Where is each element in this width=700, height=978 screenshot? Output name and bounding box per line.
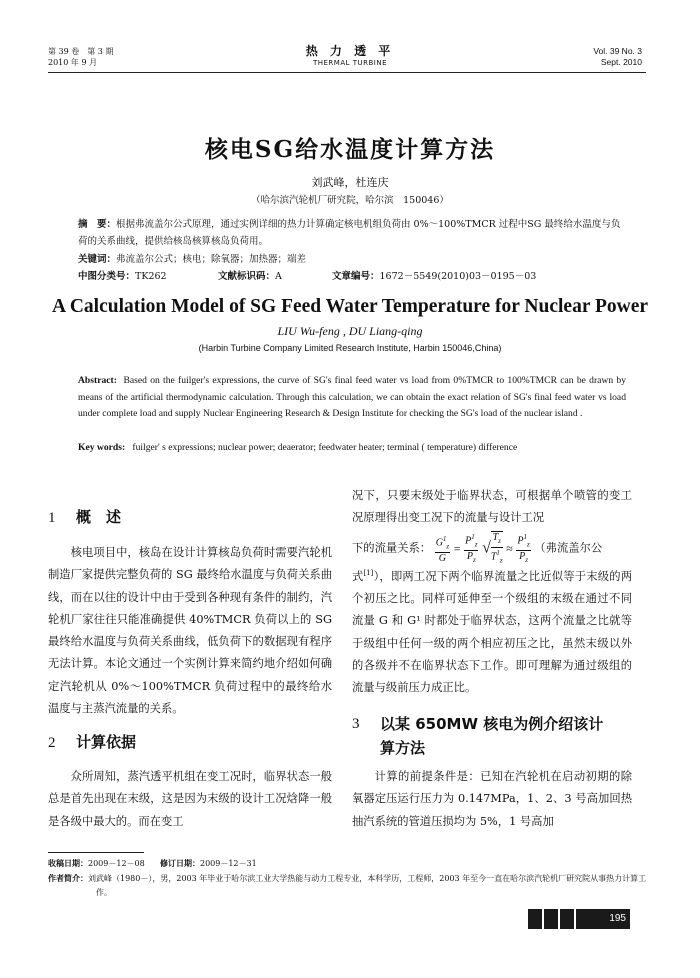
section-1-heading [48, 506, 332, 527]
section-2-conclusion: 式[1]），即两工况下两个临界流量之比近似等于末级的两个初压之比。同样可延伸至一个级组的末级在通过不同流量 G 和 G¹ 时都处于临界状态，这两个流量之比就等于级组中任何一级的两个相应初压之比，虽然末级以外的各级并不在临界状态下工作。即可理解为通过级组的流量与级前压力成正比。 [352, 569, 632, 695]
keywords-en-label: Key words: [78, 442, 126, 453]
page-title-en: A Calculation Model of SG Feed Water Temperature for Nuclear Power [51, 296, 649, 317]
volume-issue-en: Vol. 39 No. 3 [593, 46, 642, 56]
journal-title-en: THERMAL TURBINE [312, 59, 388, 67]
footnote-rule [48, 852, 144, 853]
sqrt-icon: √ [482, 539, 491, 557]
abstract-en-text: Based on the fuilger's expressions, the curve of SG's final feed water vs load from 0%TMCR to 100%TMCR can be drawn by means of the artificial thermodynamic calculation. Through this calculation, we can obtain the exact relation of SG's final feed water vs load under complete load and supply Nuclear Engineering Research & Design Institute for checking the SG's load of the nuclear island . [78, 375, 627, 419]
section-2-number: 2 [48, 735, 56, 751]
page-bar-decoration [528, 909, 542, 929]
fraction-g-ratio: $\frac{G^1_z}{G}$ [435, 534, 450, 564]
section-3-title: 以某 650MW 核电为例介绍该计 算方法 [380, 715, 604, 757]
abstract-en-label: Abstract: [78, 375, 117, 386]
keywords-cn-text: 弗流盖尔公式；核电；除氧器；加热器；端差 [116, 254, 307, 265]
equation-prefix: 下的流量关系： [352, 541, 432, 555]
footnote-dates: 收稿日期：2009－12－08 修订日期：2009－12－31 [48, 858, 257, 868]
author-bio: 作者简介：刘武峰（1980－），男，2003 年毕业于哈尔滨工业大学热能与动力工程专业，本科学历，工程师，2003 年至今一直在哈尔滨汽轮机厂研究院从事热力计算工作。 [48, 873, 647, 897]
page-bar-decoration [544, 909, 558, 929]
section-1-number: 1 [48, 510, 56, 526]
section-2-title: 计算依据 [76, 733, 137, 751]
section-2-heading [48, 731, 332, 752]
section-3-paragraph: 计算的前提条件是：已知在汽轮机在启动初期的除氧器定压运行压力为 0.147MPa，1、2、3 号高加回热抽汽系统的管道压损均为 5%，1 号高加 [352, 770, 632, 828]
reference-marker: [1] [363, 569, 374, 577]
received-date: 2009－12－08 [88, 859, 145, 868]
page-number-block [528, 909, 648, 929]
section-2-paragraph: 众所周知，蒸汽透平机组在变工况时，临界状态一般总是首先出现在末级，这是因为末级的设计工况焓降一般是各级中最大的。而在变工 [48, 770, 332, 828]
keywords-cn [78, 251, 624, 268]
keywords-cn-label: 关键词： [78, 254, 117, 265]
abstract-cn-label: 摘 要： [78, 219, 117, 230]
abstract-cn-text: 根据弗流盖尔公式原理，通过实例详细的热力计算确定核电机组负荷由 0%～100%TMCR 过程中SG 最终给水温度与负荷的关系曲线，提供给核岛核算核岛负荷用。 [78, 219, 621, 247]
header-right [593, 46, 642, 68]
affiliation-cn: （哈尔滨汽轮机厂研究院，哈尔滨 150046） [251, 195, 449, 206]
equation-suffix: （弗流盖尔公 [534, 541, 603, 555]
section-2-continued: 况下，只要末级处于临界状态，可根据单个喷管的变工况原理得出变工况下的流量与设计工况 [352, 489, 632, 525]
page-bar-decoration [576, 909, 590, 929]
header-rule [48, 72, 646, 73]
abstract-en [78, 373, 626, 423]
flugel-equation: 下的流量关系： $\frac{G^1_z}{G}$ = $\frac{P^1_z}{P_z}$ √ $\frac{T_z}{T^1_z}$ ≈ $\frac{P^1_z}{P_z}$ （弗流盖尔公 [352, 532, 603, 565]
page-title-cn: 核电SG给水温度计算方法 [204, 136, 496, 163]
authors-cn: 刘武峰，杜连庆 [311, 176, 389, 189]
page-number: 195 [590, 909, 630, 929]
keywords-en [78, 440, 626, 457]
clc-number: 中图分类号：TK262 [78, 271, 167, 282]
section-1-title: 概 述 [76, 508, 122, 526]
section-1-paragraph: 核电项目中，核岛在设计计算核岛负荷时需要汽轮机制造厂家提供完整负荷的 SG 最终给水温度与负荷关系曲线，而在以往的设计中由于受到各种现有条件的制约，汽轮机厂家往往只能准确提供 40%TMCR 负荷以上的 SG 最终给水温度与负荷关系曲线，低负荷下的数据现有程序无法计算。本论文通过一个实例计算来简约地介绍如何确定汽轮机从 0%～100%TMCR 负荷过程中的最终给水温度与主蒸汽流量的关系。 [48, 546, 332, 716]
fraction-p-ratio: $\frac{P^1_z}{P_z}$ [465, 532, 478, 564]
section-3-number: 3 [352, 716, 360, 732]
fraction-p-ratio-approx: $\frac{P^1_z}{P_z}$ [517, 532, 530, 564]
article-number: 文章编号：1672－5549(2010)03－0195－03 [332, 271, 537, 282]
authors-en: LIU Wu-feng , DU Liang-qing [277, 324, 423, 338]
document-code: 文献标识码：A [218, 271, 282, 282]
page-bar-decoration [560, 909, 574, 929]
volume-issue-cn: 第 39 卷 第 3 期 [48, 47, 114, 56]
section-3-heading [352, 712, 632, 760]
abstract-cn [78, 216, 624, 250]
affiliation-en: (Harbin Turbine Company Limited Research Institute, Harbin 150046,China) [198, 343, 502, 353]
date-en: Sept. 2010 [600, 57, 642, 67]
keywords-en-text: fuilger' s expressions; nuclear power; deaerator; feedwater heater; terminal ( temperature) difference [132, 442, 518, 453]
date-cn: 2010 年 9 月 [48, 58, 98, 67]
revised-date: 2009－12－31 [199, 859, 257, 868]
journal-title-cn: 热 力 透 平 [305, 44, 395, 58]
fraction-t-ratio: $\frac{T_z}{T^1_z}$ [490, 532, 503, 565]
